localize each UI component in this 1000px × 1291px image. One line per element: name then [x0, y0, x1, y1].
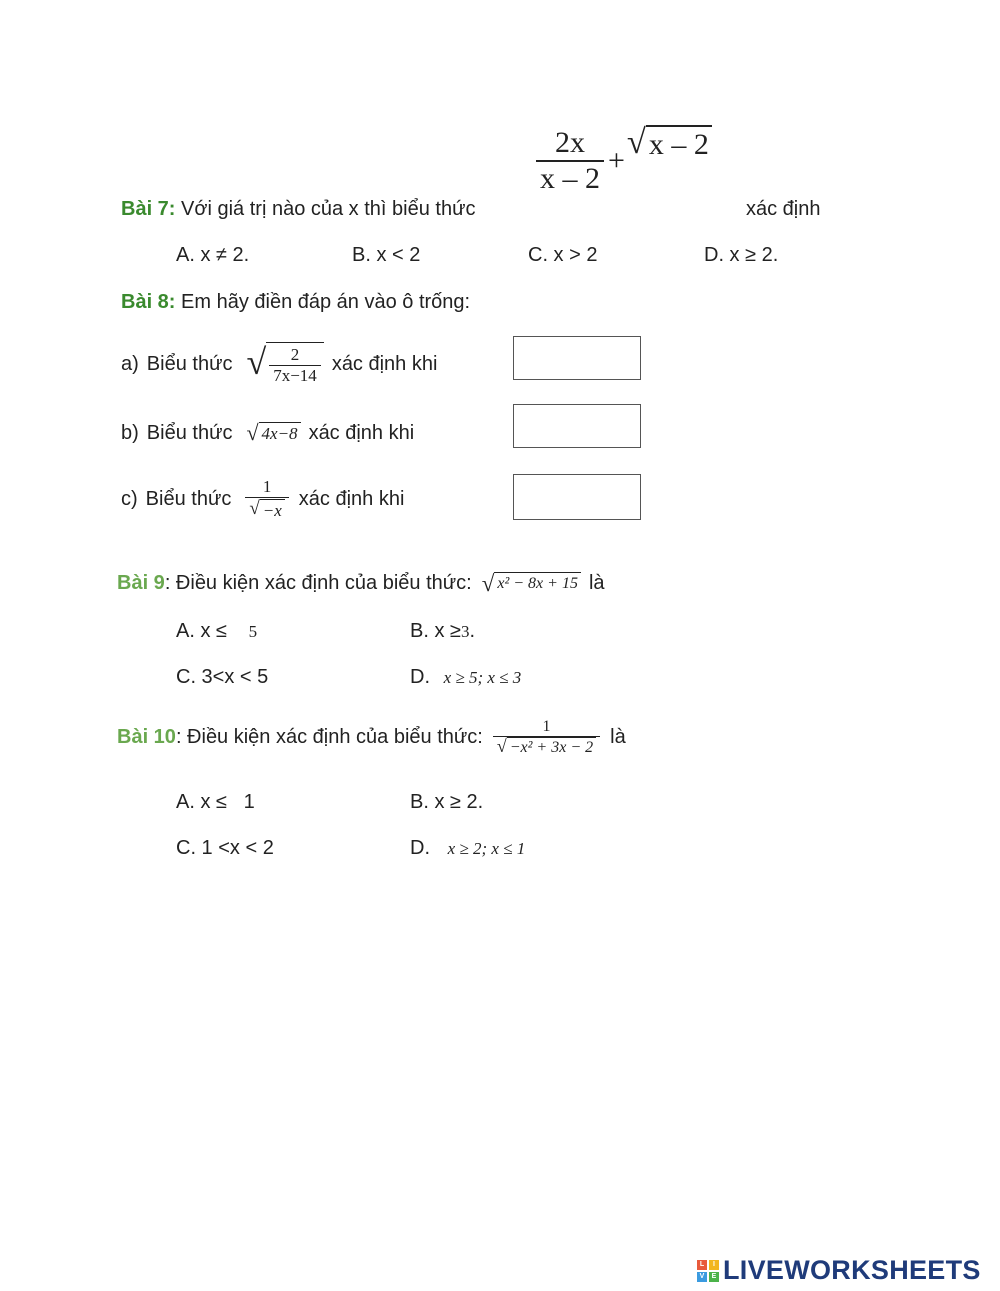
sqrt-icon: √ [246, 342, 267, 382]
bai7-option-b[interactable]: B. x < 2 [352, 244, 421, 266]
bai7-fraction [536, 126, 604, 196]
bai10-option-d[interactable] [410, 837, 525, 860]
bai7-sqrt [626, 122, 712, 162]
bai8-a-sqrt [246, 342, 323, 386]
bai7-sqrt-radicand: x – 2 [646, 125, 712, 162]
bai7-text: Với giá trị nào của x thì biểu thức [175, 198, 476, 220]
bai8-b-sqrt [246, 422, 300, 444]
bai8-b-answer-box[interactable] [513, 404, 641, 448]
bai8-a-denominator: 7x−14 [269, 365, 321, 386]
bai8-c-sqrt [249, 499, 284, 521]
bai10-option-d-text: D. [410, 837, 430, 859]
bai9-question [117, 566, 605, 600]
bai8-b-tail: xác định khi [308, 421, 415, 444]
bai9-option-b-value: 3 [461, 622, 470, 641]
bai9-sqrt [482, 572, 581, 595]
bai10-option-c[interactable]: C. 1 <x < 2 [176, 837, 274, 859]
bai8-b-radicand: 4x−8 [259, 422, 301, 444]
bai9-option-d-value: x ≥ 5; x ≤ 3 [443, 668, 522, 687]
bai7-label: Bài 7: [121, 198, 176, 220]
bai9-suffix: là [588, 571, 605, 594]
bai10-text: : Điều kiện xác định của biểu thức: [175, 725, 483, 748]
sqrt-icon: √ [496, 735, 507, 756]
bai7-option-d[interactable]: D. x ≥ 2. [704, 244, 779, 266]
bai8-a-lead: Biểu thức [146, 352, 233, 375]
bai8-text: Em hãy điền đáp án vào ô trống: [175, 291, 471, 313]
bai8-label: Bài 8: [121, 291, 176, 313]
bai9-option-d[interactable] [410, 666, 521, 689]
bai10-fraction [493, 718, 600, 757]
bai8-c-radicand: −x [260, 499, 285, 521]
bai8-c-lead: Biểu thức [145, 487, 232, 510]
bai9-option-a[interactable] [176, 620, 257, 643]
sqrt-icon: √ [249, 497, 260, 519]
bai8-a-fraction [269, 345, 321, 386]
bai9-option-a-value: 5 [248, 622, 258, 641]
bai10-numerator: 1 [542, 717, 551, 735]
bai9-option-c[interactable]: C. 3<x < 5 [176, 666, 269, 688]
bai7-expression [536, 122, 712, 196]
bai8-a-prefix: a) [121, 352, 139, 375]
bai7-option-a[interactable]: A. x ≠ 2. [176, 244, 250, 266]
bai9-option-d-text: D. [410, 666, 430, 688]
bai8-item-c [121, 474, 404, 524]
bai10-option-a[interactable]: A. x ≤ 1 [176, 791, 255, 813]
bai8-c-fraction [245, 477, 288, 520]
bai9-option-b-text: B. x ≥ [410, 620, 461, 642]
bai8-b-lead: Biểu thức [146, 421, 233, 444]
bai10-label: Bài 10 [117, 725, 176, 748]
bai8-c-tail: xác định khi [298, 487, 405, 510]
bai8-c-prefix: c) [121, 487, 138, 510]
bai10-question [117, 712, 626, 762]
bai10-sqrt [497, 737, 596, 757]
bai10-option-b[interactable]: B. x ≥ 2. [410, 791, 484, 813]
sqrt-icon: √ [626, 122, 646, 161]
bai7-suffix: xác định [746, 198, 821, 220]
bai7-fraction-denominator: x – 2 [536, 160, 604, 196]
bai8-c-answer-box[interactable] [513, 474, 641, 520]
bai9-option-b-dot: . [469, 620, 476, 642]
bai8-item-a [121, 337, 437, 391]
bai10-option-d-value: x ≥ 2; x ≤ 1 [447, 839, 526, 858]
logo-grid-icon: L I V E [697, 1260, 719, 1282]
sqrt-icon: √ [246, 420, 259, 445]
bai8-a-numerator: 2 [290, 345, 300, 364]
bai8-a-tail: xác định khi [331, 352, 438, 375]
bai7-question [121, 198, 475, 221]
bai8-item-b [121, 418, 414, 448]
bai8-b-prefix: b) [121, 421, 139, 444]
bai9-label: Bài 9 [117, 571, 165, 594]
bai7-option-c[interactable]: C. x > 2 [528, 244, 598, 266]
logo-text: LIVEWORKSHEETS [723, 1255, 981, 1285]
bai10-radicand: −x² + 3x − 2 [507, 737, 596, 757]
liveworksheets-logo [697, 1255, 981, 1286]
bai8-a-answer-box[interactable] [513, 336, 641, 380]
bai10-suffix: là [610, 725, 626, 748]
bai8-question [121, 291, 470, 314]
bai7-plus: + [608, 144, 625, 177]
bai9-text: : Điều kiện xác định của biểu thức: [164, 571, 472, 594]
bai9-radicand: x² − 8x + 15 [494, 572, 581, 595]
bai8-c-numerator: 1 [262, 477, 272, 497]
bai9-option-a-text: A. x ≤ [176, 620, 227, 642]
bai9-option-b[interactable] [410, 620, 475, 643]
bai7-fraction-numerator: 2x [555, 126, 585, 159]
sqrt-icon: √ [481, 570, 495, 596]
